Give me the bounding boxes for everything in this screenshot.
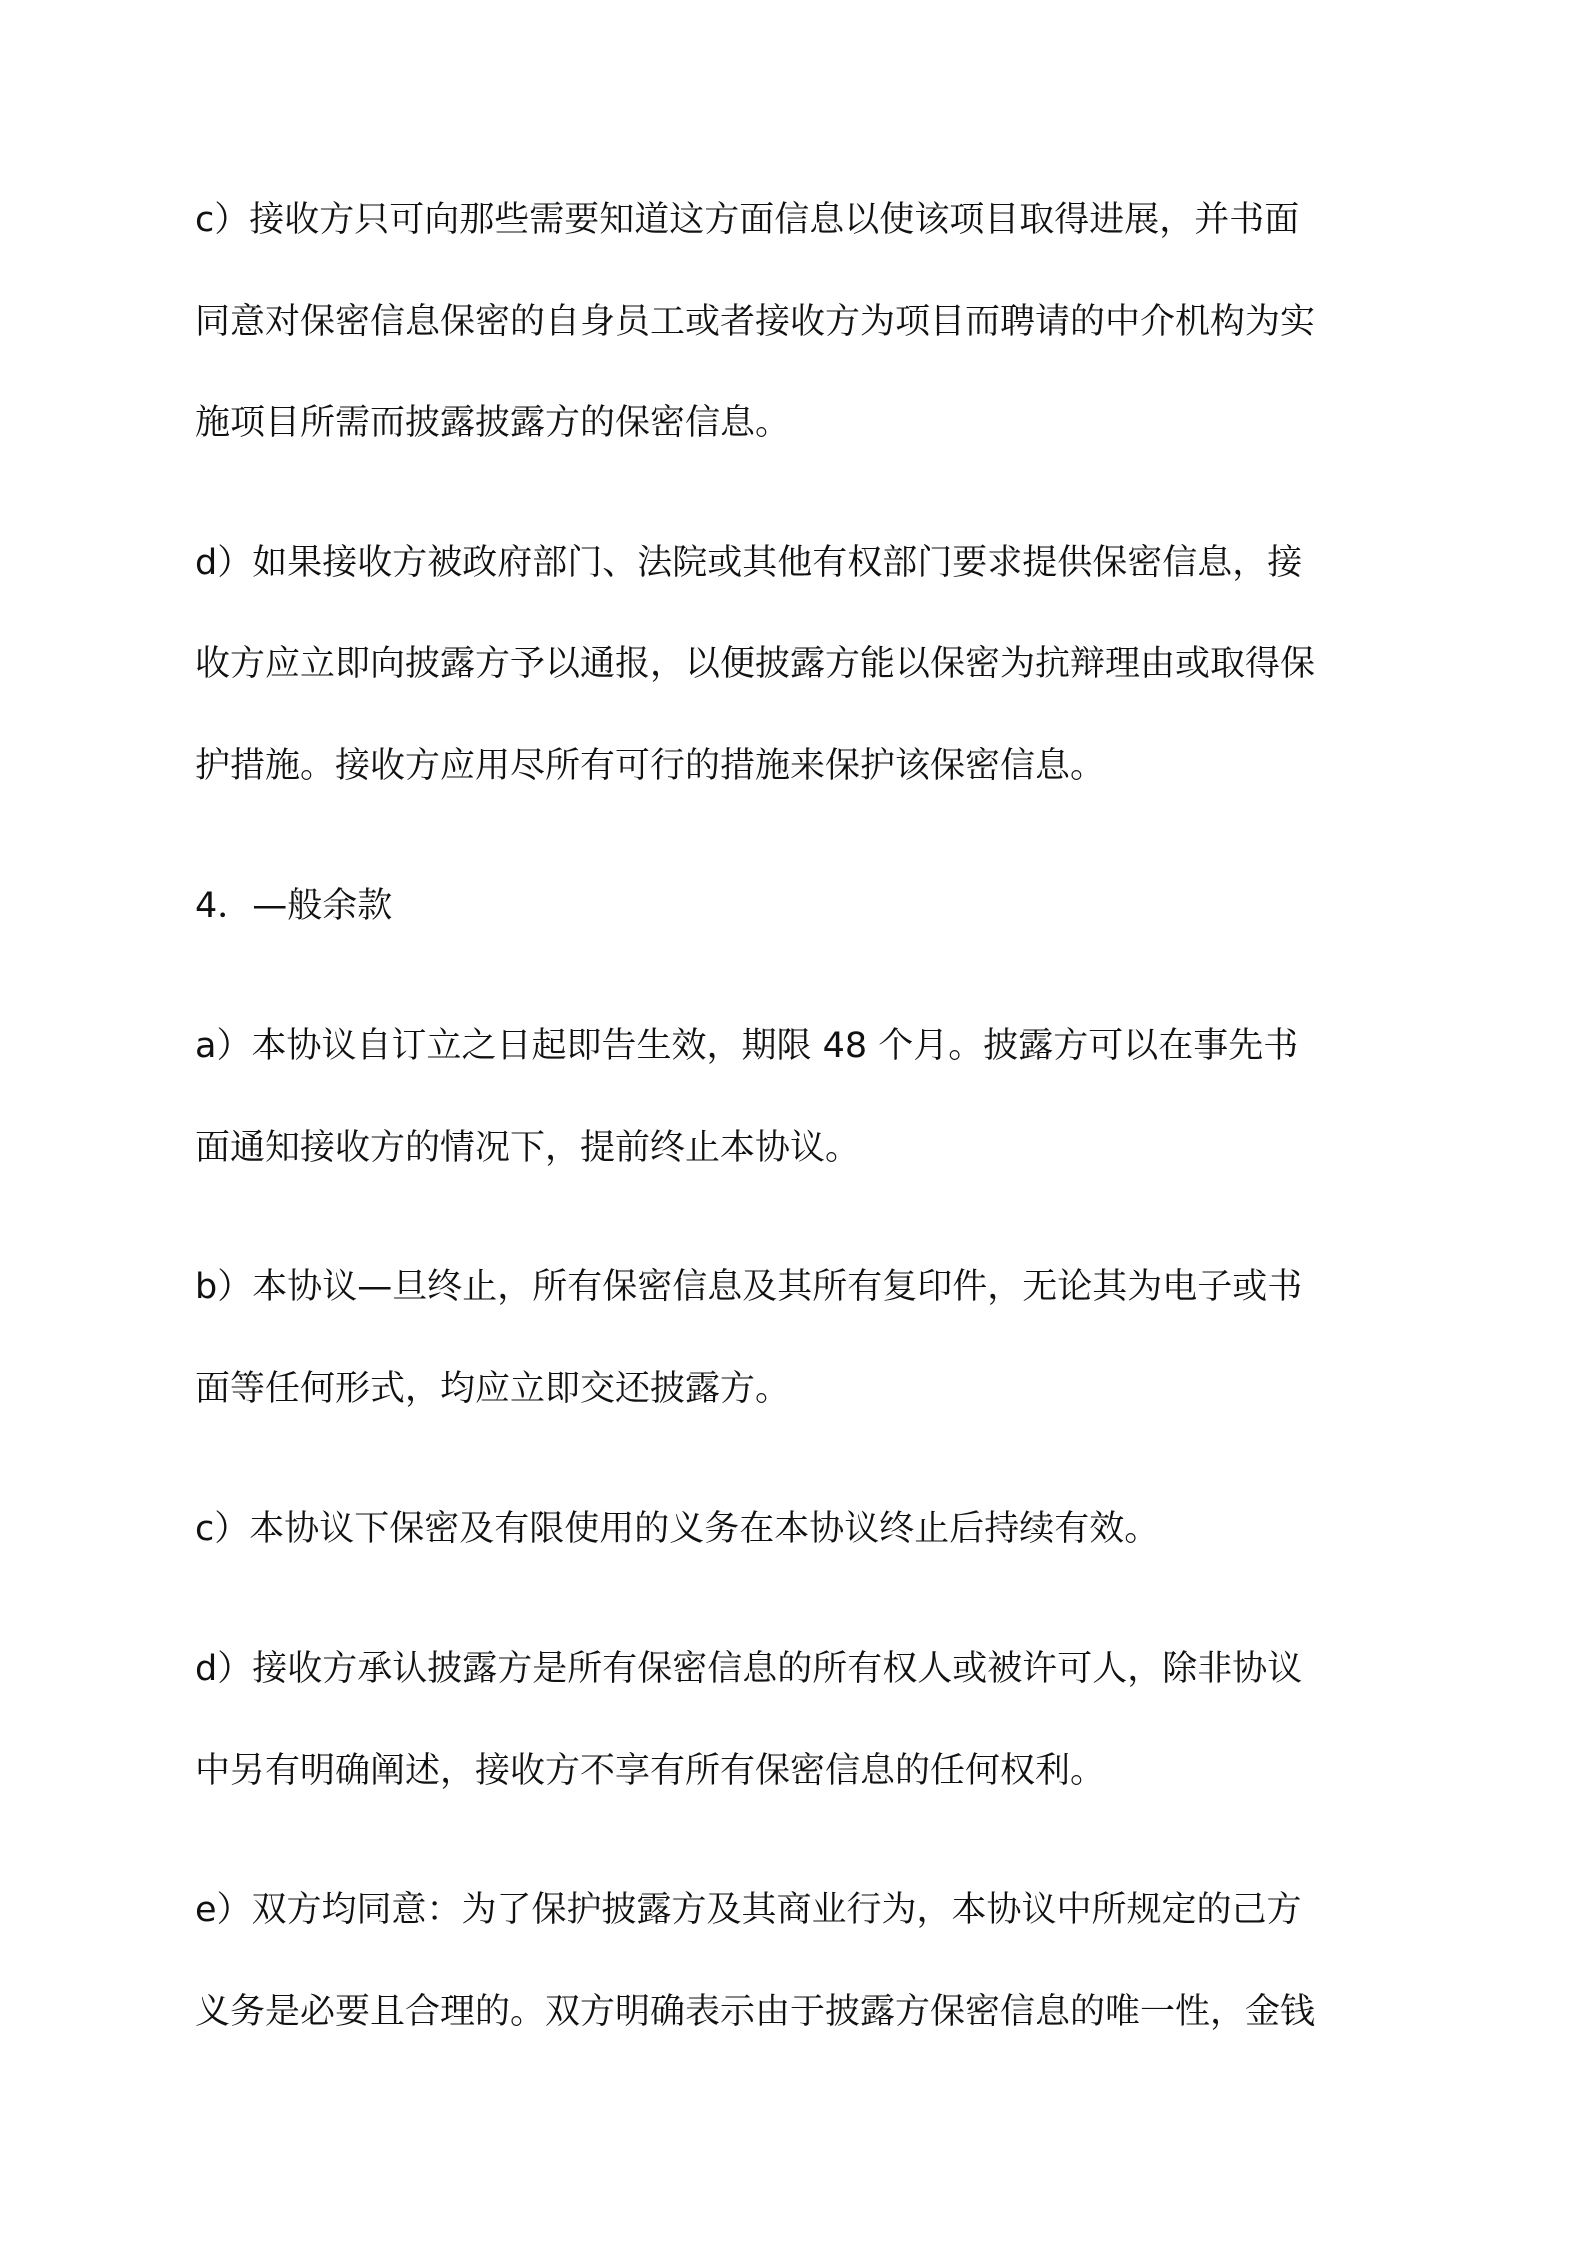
clause-4a-line-1: a）本协议自订立之日起即告生效，期限 48 个月。披露方可以在事先书: [195, 1026, 1299, 1066]
clause-3c-line-1: c）接收方只可向那些需要知道这方面信息以使该项目取得进展，并书面: [195, 200, 1300, 240]
clause-4d-line-1: d）接收方承认披露方是所有保密信息的所有权人或被许可人，除非协议: [195, 1649, 1303, 1689]
clause-3d-line-3: 护措施。接收方应用尽所有可行的措施来保护该保密信息。: [195, 746, 1106, 786]
clause-4d-line-2: 中另有明确阐述，接收方不享有所有保密信息的任何权利。: [195, 1751, 1106, 1791]
clause-4e-line-1: e）双方均同意：为了保护披露方及其商业行为，本协议中所规定的己方: [195, 1890, 1302, 1930]
clause-4a-line-2: 面通知接收方的情况下，提前终止本协议。: [195, 1128, 861, 1168]
clause-4b-line-1: b）本协议—旦终止，所有保密信息及其所有复印件，无论其为电子或书: [195, 1267, 1303, 1307]
clause-3d-line-1: d）如果接收方被政府部门、法院或其他有权部门要求提供保密信息，接: [195, 543, 1303, 583]
clause-3d-line-2: 收方应立即向披露方予以通报，以便披露方能以保密为抗辩理由或取得保: [195, 644, 1316, 684]
clause-4b-line-2: 面等任何形式，均应立即交还披露方。: [195, 1369, 791, 1409]
clause-4e-line-2: 义务是必要且合理的。双方明确表示由于披露方保密信息的唯一性，金钱: [195, 1992, 1316, 2032]
clause-4c-line-1: c）本协议下保密及有限使用的义务在本协议终止后持续有效。: [195, 1509, 1160, 1549]
clause-3c-line-2: 同意对保密信息保密的自身员工或者接收方为项目而聘请的中介机构为实: [195, 302, 1316, 342]
clause-3c-line-3: 施项目所需而披露披露方的保密信息。: [195, 403, 791, 443]
section-4-heading: 4．—般余款: [195, 886, 393, 926]
